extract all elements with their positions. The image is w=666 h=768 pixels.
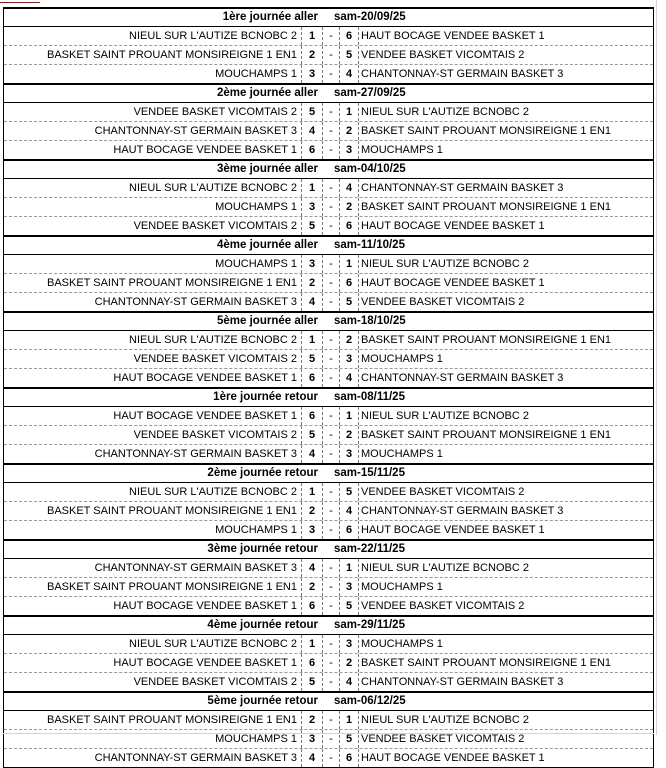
- match-row: [4, 217, 653, 235]
- home-number[interactable]: 4: [302, 749, 323, 767]
- round-date[interactable]: sam-22/11/25: [334, 543, 405, 555]
- away-number[interactable]: 1: [340, 103, 359, 121]
- round-name[interactable]: 5ème journée aller: [217, 315, 318, 327]
- away-number[interactable]: 4: [340, 673, 359, 691]
- round-date[interactable]: sam-06/12/25: [334, 695, 406, 707]
- home-number[interactable]: 3: [302, 65, 323, 83]
- away-team[interactable]: VENDEE BASKET VICOMTAIS 2: [361, 600, 525, 612]
- round-name[interactable]: 1ère journée aller: [222, 11, 318, 23]
- vs-separator[interactable]: -: [323, 730, 340, 748]
- round-block: [3, 539, 654, 616]
- match-row: [4, 673, 653, 691]
- home-team[interactable]: NIEUL SUR L'AUTIZE BCNOBC 2: [4, 331, 302, 349]
- match-row: [4, 46, 653, 65]
- away-number[interactable]: 3: [340, 445, 359, 463]
- away-team[interactable]: HAUT BOCAGE VENDEE BASKET 1: [361, 30, 545, 42]
- round-header: [4, 237, 653, 255]
- away-team[interactable]: HAUT BOCAGE VENDEE BASKET 1: [361, 524, 545, 536]
- vs-separator[interactable]: -: [323, 179, 340, 197]
- home-number[interactable]: 1: [302, 331, 323, 349]
- round-block: [3, 83, 654, 160]
- match-row: [4, 635, 653, 654]
- vs-separator[interactable]: -: [323, 122, 340, 140]
- match-row: [4, 749, 653, 767]
- round-date[interactable]: sam-27/09/25: [334, 87, 406, 99]
- round-block: [3, 387, 654, 464]
- vs-separator[interactable]: -: [323, 293, 340, 311]
- round-header: [4, 389, 653, 407]
- match-row: [4, 198, 653, 217]
- home-number[interactable]: 4: [302, 445, 323, 463]
- home-team[interactable]: HAUT BOCAGE VENDEE BASKET 1: [4, 141, 302, 159]
- home-number[interactable]: 3: [302, 255, 323, 273]
- match-row: [4, 369, 653, 387]
- match-row: [4, 27, 653, 46]
- away-number[interactable]: 2: [340, 426, 359, 444]
- away-team[interactable]: MOUCHAMPS 1: [361, 581, 443, 593]
- match-row: [4, 141, 653, 159]
- away-team[interactable]: VENDEE BASKET VICOMTAIS 2: [361, 486, 525, 498]
- away-team[interactable]: NIEUL SUR L'AUTIZE BCNOBC 2: [361, 258, 529, 270]
- match-row: [4, 426, 653, 445]
- away-number[interactable]: 4: [340, 179, 359, 197]
- round-block: [3, 7, 654, 84]
- away-number[interactable]: 2: [340, 331, 359, 349]
- vs-separator[interactable]: -: [323, 673, 340, 691]
- away-number[interactable]: 5: [340, 730, 359, 748]
- home-team[interactable]: MOUCHAMPS 1: [4, 65, 302, 83]
- vs-separator[interactable]: -: [323, 502, 340, 520]
- match-row: [4, 654, 653, 673]
- round-header: [4, 541, 653, 559]
- home-team[interactable]: CHANTONNAY-ST GERMAIN BASKET 3: [4, 445, 302, 463]
- round-date[interactable]: sam-04/10/25: [334, 163, 406, 175]
- home-number[interactable]: 6: [302, 369, 323, 387]
- match-row: [4, 350, 653, 369]
- round-header: [4, 693, 653, 711]
- home-number[interactable]: 6: [302, 597, 323, 615]
- match-row: [4, 578, 653, 597]
- home-number[interactable]: 5: [302, 426, 323, 444]
- away-team[interactable]: HAUT BOCAGE VENDEE BASKET 1: [361, 277, 545, 289]
- away-team[interactable]: VENDEE BASKET VICOMTAIS 2: [361, 733, 525, 745]
- away-team[interactable]: CHANTONNAY-ST GERMAIN BASKET 3: [361, 182, 564, 194]
- home-team[interactable]: NIEUL SUR L'AUTIZE BCNOBC 2: [4, 27, 302, 45]
- round-name[interactable]: 3ème journée aller: [217, 163, 318, 175]
- home-number[interactable]: 3: [302, 521, 323, 539]
- round-name[interactable]: 4ème journée aller: [217, 239, 318, 251]
- home-team[interactable]: NIEUL SUR L'AUTIZE BCNOBC 2: [4, 179, 302, 197]
- home-number[interactable]: 3: [302, 198, 323, 216]
- vs-separator[interactable]: -: [323, 426, 340, 444]
- round-name[interactable]: 3ème journée retour: [207, 543, 318, 555]
- round-date[interactable]: sam-08/11/25: [334, 391, 405, 403]
- away-team[interactable]: NIEUL SUR L'AUTIZE BCNOBC 2: [361, 106, 529, 118]
- home-number[interactable]: 4: [302, 559, 323, 577]
- match-row: [4, 103, 653, 122]
- home-team[interactable]: VENDEE BASKET VICOMTAIS 2: [4, 350, 302, 368]
- home-number[interactable]: 2: [302, 46, 323, 64]
- home-team[interactable]: VENDEE BASKET VICOMTAIS 2: [4, 426, 302, 444]
- home-team[interactable]: CHANTONNAY-ST GERMAIN BASKET 3: [4, 293, 302, 311]
- round-name[interactable]: 1ère journée retour: [213, 391, 318, 403]
- match-row: [4, 293, 653, 311]
- home-number[interactable]: 3: [302, 730, 323, 748]
- home-number[interactable]: 2: [302, 578, 323, 596]
- home-number[interactable]: 6: [302, 407, 323, 425]
- round-date[interactable]: sam-20/09/25: [334, 11, 406, 23]
- home-team[interactable]: BASKET SAINT PROUANT MONSIREIGNE 1 EN1: [4, 274, 302, 292]
- match-row: [4, 255, 653, 274]
- away-number[interactable]: 3: [340, 635, 359, 653]
- vs-separator[interactable]: -: [323, 27, 340, 45]
- home-team[interactable]: MOUCHAMPS 1: [4, 198, 302, 216]
- home-number[interactable]: 5: [302, 350, 323, 368]
- match-schedule: [3, 7, 654, 768]
- vs-separator[interactable]: -: [323, 521, 340, 539]
- home-team[interactable]: HAUT BOCAGE VENDEE BASKET 1: [4, 369, 302, 387]
- away-number[interactable]: 3: [340, 578, 359, 596]
- away-number[interactable]: 4: [340, 502, 359, 520]
- away-team[interactable]: BASKET SAINT PROUANT MONSIREIGNE 1 EN1: [361, 201, 612, 213]
- away-number[interactable]: 1: [340, 559, 359, 577]
- away-team[interactable]: HAUT BOCAGE VENDEE BASKET 1: [361, 220, 545, 232]
- away-number[interactable]: 5: [340, 597, 359, 615]
- away-team[interactable]: HAUT BOCAGE VENDEE BASKET 1: [361, 752, 545, 764]
- away-team[interactable]: MOUCHAMPS 1: [361, 353, 443, 365]
- away-number[interactable]: 3: [340, 350, 359, 368]
- away-number[interactable]: 2: [340, 198, 359, 216]
- away-team[interactable]: NIEUL SUR L'AUTIZE BCNOBC 2: [361, 410, 529, 422]
- round-name[interactable]: 2ème journée aller: [217, 87, 318, 99]
- vs-separator[interactable]: -: [323, 274, 340, 292]
- round-name[interactable]: 5ème journée retour: [207, 695, 318, 707]
- match-row: [4, 407, 653, 426]
- home-team[interactable]: VENDEE BASKET VICOMTAIS 2: [4, 673, 302, 691]
- away-team[interactable]: VENDEE BASKET VICOMTAIS 2: [361, 49, 525, 61]
- home-number[interactable]: 2: [302, 502, 323, 520]
- match-row: [4, 483, 653, 502]
- home-number[interactable]: 2: [302, 274, 323, 292]
- home-number[interactable]: 1: [302, 179, 323, 197]
- home-number[interactable]: 6: [302, 654, 323, 672]
- match-row: [4, 559, 653, 578]
- vs-separator[interactable]: -: [323, 445, 340, 463]
- away-team[interactable]: BASKET SAINT PROUANT MONSIREIGNE 1 EN1: [361, 657, 612, 669]
- home-team[interactable]: BASKET SAINT PROUANT MONSIREIGNE 1 EN1: [4, 502, 302, 520]
- vs-separator[interactable]: -: [323, 635, 340, 653]
- vs-separator[interactable]: -: [323, 369, 340, 387]
- vs-separator[interactable]: -: [323, 597, 340, 615]
- home-number[interactable]: 4: [302, 122, 323, 140]
- home-team[interactable]: VENDEE BASKET VICOMTAIS 2: [4, 217, 302, 235]
- round-block: [3, 311, 654, 388]
- away-team[interactable]: MOUCHAMPS 1: [361, 144, 443, 156]
- vs-separator[interactable]: -: [323, 46, 340, 64]
- round-header: [4, 313, 653, 331]
- home-number[interactable]: 5: [302, 103, 323, 121]
- away-number[interactable]: 2: [340, 122, 359, 140]
- vs-separator[interactable]: -: [323, 103, 340, 121]
- away-team[interactable]: BASKET SAINT PROUANT MONSIREIGNE 1 EN1: [361, 429, 612, 441]
- home-team[interactable]: MOUCHAMPS 1: [4, 521, 302, 539]
- away-team[interactable]: CHANTONNAY-ST GERMAIN BASKET 3: [361, 372, 564, 384]
- vs-separator[interactable]: -: [323, 559, 340, 577]
- vs-separator[interactable]: -: [323, 255, 340, 273]
- vs-separator[interactable]: -: [323, 350, 340, 368]
- home-number[interactable]: 1: [302, 27, 323, 45]
- sheet-gridline-right: [656, 0, 666, 735]
- vs-separator[interactable]: -: [323, 578, 340, 596]
- away-team[interactable]: MOUCHAMPS 1: [361, 448, 443, 460]
- away-team[interactable]: MOUCHAMPS 1: [361, 638, 443, 650]
- match-row: [4, 122, 653, 141]
- home-team[interactable]: BASKET SAINT PROUANT MONSIREIGNE 1 EN1: [4, 46, 302, 64]
- home-team[interactable]: MOUCHAMPS 1: [4, 255, 302, 273]
- match-row: [4, 597, 653, 615]
- away-number[interactable]: 5: [340, 46, 359, 64]
- match-row: [4, 445, 653, 463]
- vs-separator[interactable]: -: [323, 654, 340, 672]
- vs-separator[interactable]: -: [323, 483, 340, 501]
- away-number[interactable]: 3: [340, 141, 359, 159]
- away-team[interactable]: BASKET SAINT PROUANT MONSIREIGNE 1 EN1: [361, 334, 612, 346]
- home-team[interactable]: BASKET SAINT PROUANT MONSIREIGNE 1 EN1: [4, 578, 302, 596]
- vs-separator[interactable]: -: [323, 198, 340, 216]
- home-number[interactable]: 4: [302, 293, 323, 311]
- away-number[interactable]: 1: [340, 711, 359, 729]
- red-border-fragment: [0, 2, 40, 3]
- vs-separator[interactable]: -: [323, 65, 340, 83]
- vs-separator[interactable]: -: [323, 141, 340, 159]
- home-team[interactable]: HAUT BOCAGE VENDEE BASKET 1: [4, 597, 302, 615]
- away-number[interactable]: 6: [340, 274, 359, 292]
- away-number[interactable]: 1: [340, 407, 359, 425]
- away-team[interactable]: CHANTONNAY-ST GERMAIN BASKET 3: [361, 505, 564, 517]
- round-block: [3, 159, 654, 236]
- away-team[interactable]: NIEUL SUR L'AUTIZE BCNOBC 2: [361, 714, 529, 726]
- away-team[interactable]: NIEUL SUR L'AUTIZE BCNOBC 2: [361, 562, 529, 574]
- home-team[interactable]: CHANTONNAY-ST GERMAIN BASKET 3: [4, 749, 302, 767]
- sheet-gridline-bottom: [3, 733, 654, 734]
- home-team[interactable]: VENDEE BASKET VICOMTAIS 2: [4, 103, 302, 121]
- round-name[interactable]: 2ème journée retour: [207, 467, 318, 479]
- away-number[interactable]: 2: [340, 654, 359, 672]
- match-row: [4, 65, 653, 83]
- match-row: [4, 274, 653, 293]
- away-number[interactable]: 6: [340, 217, 359, 235]
- away-number[interactable]: 5: [340, 483, 359, 501]
- home-team[interactable]: NIEUL SUR L'AUTIZE BCNOBC 2: [4, 635, 302, 653]
- away-number[interactable]: 6: [340, 521, 359, 539]
- round-header: [4, 85, 653, 103]
- away-team[interactable]: BASKET SAINT PROUANT MONSIREIGNE 1 EN1: [361, 125, 612, 137]
- round-date[interactable]: sam-15/11/25: [334, 467, 405, 479]
- round-block: [3, 691, 654, 768]
- home-number[interactable]: 1: [302, 483, 323, 501]
- round-block: [3, 235, 654, 312]
- home-number[interactable]: 6: [302, 141, 323, 159]
- round-date[interactable]: sam-11/10/25: [334, 239, 405, 251]
- away-team[interactable]: VENDEE BASKET VICOMTAIS 2: [361, 296, 525, 308]
- vs-separator[interactable]: -: [323, 407, 340, 425]
- home-number[interactable]: 2: [302, 711, 323, 729]
- match-row: [4, 331, 653, 350]
- match-row: [4, 179, 653, 198]
- home-team[interactable]: CHANTONNAY-ST GERMAIN BASKET 3: [4, 559, 302, 577]
- round-block: [3, 615, 654, 692]
- away-number[interactable]: 6: [340, 27, 359, 45]
- round-block: [3, 463, 654, 540]
- home-team[interactable]: HAUT BOCAGE VENDEE BASKET 1: [4, 407, 302, 425]
- match-row: [4, 502, 653, 521]
- vs-separator[interactable]: -: [323, 331, 340, 349]
- home-number[interactable]: 5: [302, 217, 323, 235]
- away-number[interactable]: 4: [340, 65, 359, 83]
- away-number[interactable]: 1: [340, 255, 359, 273]
- home-team[interactable]: CHANTONNAY-ST GERMAIN BASKET 3: [4, 122, 302, 140]
- away-number[interactable]: 5: [340, 293, 359, 311]
- match-row: [4, 711, 653, 730]
- vs-separator[interactable]: -: [323, 217, 340, 235]
- home-team[interactable]: BASKET SAINT PROUANT MONSIREIGNE 1 EN1: [4, 711, 302, 729]
- home-number[interactable]: 5: [302, 673, 323, 691]
- home-team[interactable]: HAUT BOCAGE VENDEE BASKET 1: [4, 654, 302, 672]
- round-date[interactable]: sam-18/10/25: [334, 315, 406, 327]
- round-header: [4, 161, 653, 179]
- round-date[interactable]: sam-29/11/25: [334, 619, 405, 631]
- home-number[interactable]: 1: [302, 635, 323, 653]
- away-team[interactable]: CHANTONNAY-ST GERMAIN BASKET 3: [361, 676, 564, 688]
- round-header: [4, 617, 653, 635]
- round-header: [4, 9, 653, 27]
- round-header: [4, 465, 653, 483]
- home-team[interactable]: NIEUL SUR L'AUTIZE BCNOBC 2: [4, 483, 302, 501]
- round-name[interactable]: 4ème journée retour: [207, 619, 318, 631]
- vs-separator[interactable]: -: [323, 711, 340, 729]
- vs-separator[interactable]: -: [323, 749, 340, 767]
- sheet-top-strip: [0, 0, 220, 6]
- away-number[interactable]: 6: [340, 749, 359, 767]
- away-team[interactable]: CHANTONNAY-ST GERMAIN BASKET 3: [361, 68, 564, 80]
- home-team[interactable]: MOUCHAMPS 1: [4, 730, 302, 748]
- away-number[interactable]: 4: [340, 369, 359, 387]
- match-row: [4, 521, 653, 539]
